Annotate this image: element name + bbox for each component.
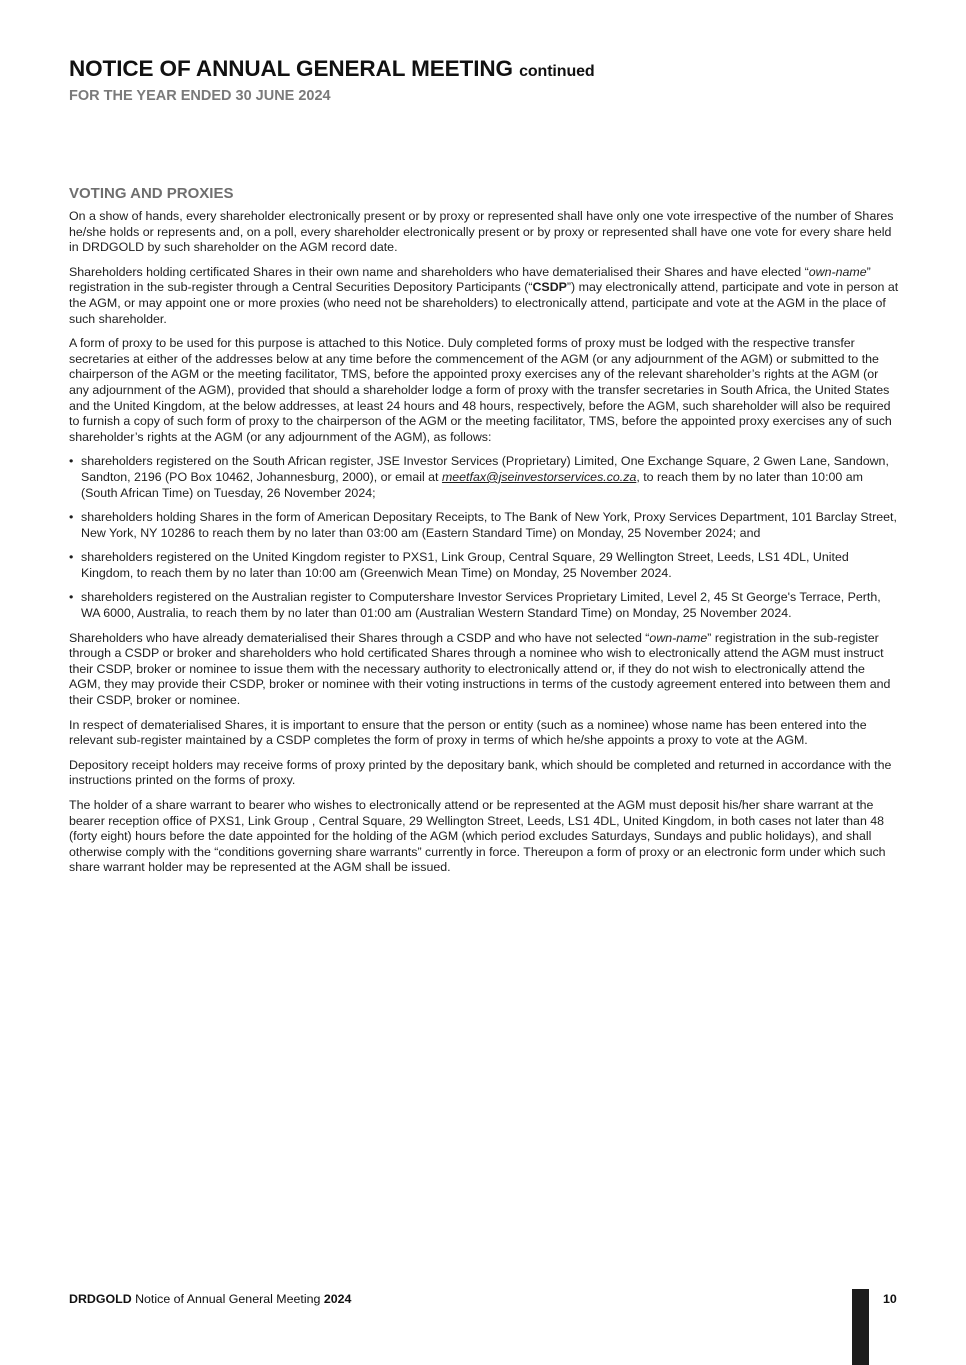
csdp-term: CSDP — [532, 280, 567, 295]
page-subtitle: FOR THE YEAR ENDED 30 JUNE 2024 — [69, 88, 331, 104]
page-title — [69, 56, 595, 85]
own-name-term: own-name — [808, 264, 867, 279]
footer-year: 2024 — [323, 1292, 352, 1306]
page-header — [69, 56, 595, 105]
text-run: ”) may electronically attend, participate and vote in person at the AGM, or may appoint one or more proxies (who need not be shareholders) to electronically attend, participate and vote at the AGM in the place of such shareholder. — [69, 280, 899, 326]
title-text: NOTICE OF ANNUAL GENERAL MEETING — [69, 56, 513, 81]
paragraph-dematerialised-csdp — [69, 631, 899, 709]
page-footer — [69, 1291, 351, 1307]
paragraph-share-warrant: The holder of a share warrant to bearer who wishes to electronically attend or be represented at the AGM must deposit his/her share warrant at the bearer reception office of PXS1, Link Group , Central Square, 29 Wellington Street, Leeds, LS1 4DL, United Kingdom, in both cases not later than 48 (forty eight) hours before the date appointed for the holding of the AGM (which period excludes Saturdays, Sundays and public holidays), and shall otherwise comply with the “conditions governing share warrants” currently in force. Thereupon a form of proxy or an electronic form under which such share warrant holder may be represented at the AGM shall be issued. — [69, 798, 886, 875]
footer-doc-name: Notice of Annual General Meeting — [135, 1292, 321, 1306]
list-item: • shareholders registered on the United Kingdom register to PXS1, Link Group, Central Square, 29 Wellington Street, Leeds, LS1 4DL, United Kingdom, to reach them by no later than 10:00 am (Greenwich Mean Time) on Monday, 25 November 2024. — [69, 550, 899, 581]
text-run: ” registration in the sub-register through a Central Securities Depository Participants (“ — [69, 264, 871, 295]
text-run: Shareholders holding certificated Shares in their own name and shareholders who have dematerialised their Shares and have elected “ — [69, 264, 809, 279]
text-run: Shareholders who have already dematerialised their Shares through a CSDP and who have not selected “ — [69, 630, 650, 645]
section-heading: VOTING AND PROXIES — [69, 185, 234, 202]
paragraph-form-of-proxy: A form of proxy to be used for this purpose is attached to this Notice. Duly completed forms of proxy must be lodged with the respective transfer secretaries at either of the addresses below at any time before the commencement of the AGM (or any adjournment of the AGM) or submitted to the chairperson of the AGM or the meeting facilitator, TMS, before the appointed proxy exercises any of the relevant shareholder’s rights at the AGM (or any adjournment of the AGM), provided that should a shareholder lodge a form of proxy with the transfer secretaries in South Africa, the United States and the United Kingdom, at the below addresses, at least 24 hours and 48 hours, respectively, before the AGM, such shareholder will also be required to furnish a copy of such form of proxy to the chairperson of the AGM or the meeting facilitator, TMS, before the appointed proxy exercises any of such shareholder’s rights at the AGM (or any adjournment of the AGM), as follows: — [69, 336, 892, 444]
paragraph-certificated-shares — [69, 265, 899, 327]
text-run: , to reach them by no later than 10:00 am (South African Time) on Tuesday, 26 November 2024; — [81, 469, 863, 500]
page-number: 10 — [883, 1292, 897, 1306]
page-marker-bar — [852, 1289, 869, 1365]
paragraph-show-of-hands: On a show of hands, every shareholder electronically present or by proxy or represented shall have only one vote irrespective of the number of Shares he/she holds or represents and, on a poll, every shareholder electronically present or by proxy or represented shall have one vote for every share held in DRDGOLD by such shareholder on the AGM record date. — [69, 209, 894, 255]
transfer-secretaries-list — [69, 454, 899, 621]
list-item: • shareholders registered on the Australian register to Computershare Investor Services Proprietary Limited, Level 2, 45 St George's Terrace, Perth, WA 6000, Australia, to reach them by no later than 01:00 am (Australian Western Standard Time) on Monday, 25 November 2024. — [69, 590, 899, 621]
text-run: shareholders registered on the South African register, JSE Investor Services (Proprietary) Limited, One Exchange Square, 2 Gwen Lane, Sandown, Sandton, 2196 (PO Box 10462, Johannesburg, 2000), or email at — [81, 454, 889, 484]
main-content — [69, 184, 899, 885]
email-link[interactable]: meetfax@jseinvestorservices.co.za — [441, 469, 637, 484]
paragraph-dematerialised-shares: In respect of dematerialised Shares, it is important to ensure that the person or entity (such as a nominee) whose name has been entered into the relevant sub-register maintained by a CSDP completes the form of proxy in terms of which he/she appoints a proxy to vote at the AGM. — [69, 717, 867, 748]
own-name-term: own-name — [649, 630, 708, 645]
list-item: • shareholders holding Shares in the form of American Depositary Receipts, to The Bank of New York, Proxy Services Department, 101 Barclay Street, New York, NY 10286 to reach them by no later than 03:00 am (Eastern Standard Time) on Monday, 25 November 2024; and — [69, 510, 899, 541]
text-run: ” registration in the sub-register through a CSDP or broker and shareholders who hold certificated Shares through a nominee who wish to electronically attend the AGM must instruct their CSDP, broker or nominee to issue them with the necessary authority to electronically attend or, if they do not wish to electronically attend the AGM, they may provide their CSDP, broker or nominee with their voting instructions in terms of the custody agreement entered into between them and their CSDP, broker or nominee. — [69, 630, 891, 708]
list-item — [69, 454, 899, 501]
footer-company: DRDGOLD — [69, 1292, 132, 1306]
title-suffix: continued — [519, 63, 595, 80]
paragraph-depository-receipts: Depository receipt holders may receive forms of proxy printed by the depositary bank, which should be completed and returned in accordance with the instructions printed on the forms of proxy. — [69, 757, 892, 788]
